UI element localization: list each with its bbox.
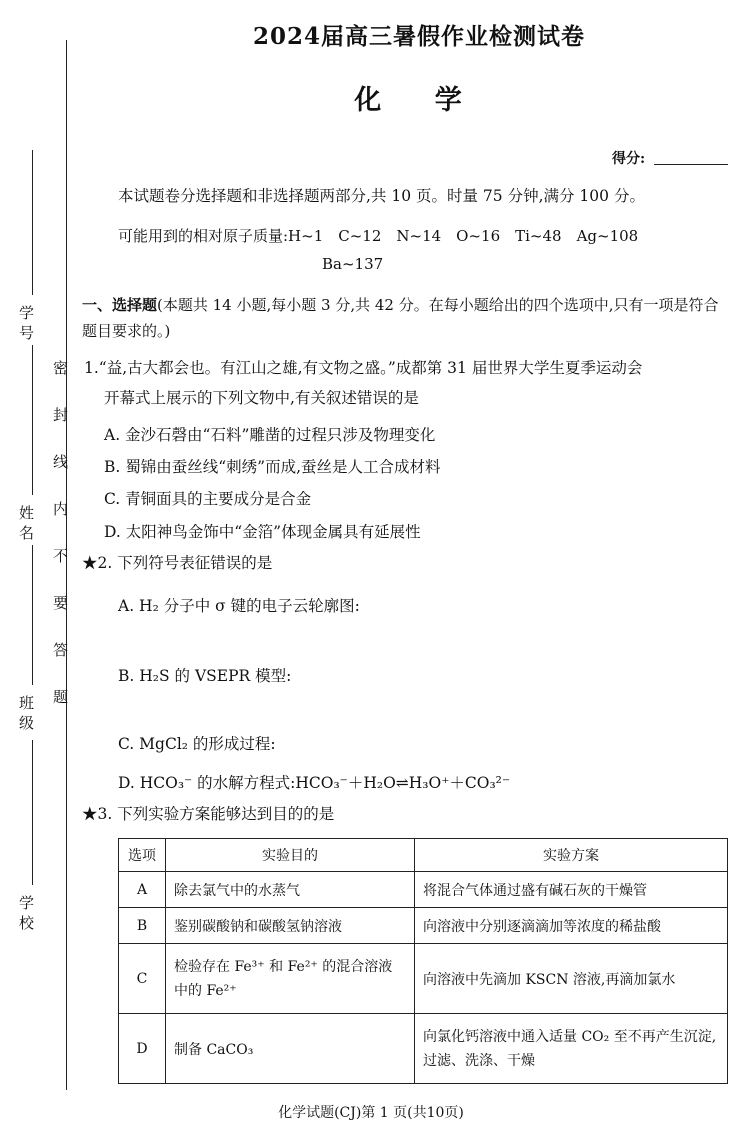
school-label: 学 校 — [17, 895, 35, 930]
table-header-row — [119, 839, 728, 872]
table-cell-goal: 检验存在 Fe³⁺ 和 Fe²⁺ 的混合溶液中的 Fe²⁺ — [166, 944, 415, 1014]
name-field[interactable] — [32, 345, 33, 495]
table-cell-goal: 制备 CaCO₃ — [166, 1014, 415, 1084]
class-field[interactable] — [32, 545, 33, 685]
intro-text: 本试题卷分选择题和非选择题两部分,共 10 页。时量 75 分钟,满分 100 分。 — [118, 187, 645, 205]
table-header-plan: 实验方案 — [415, 839, 728, 872]
table-row — [119, 1014, 728, 1084]
seal-notice: 密封线内不要答题 — [51, 360, 69, 736]
table-cell-option: B — [119, 908, 166, 944]
class-label: 班 级 — [17, 695, 35, 730]
page-footer: 化学试题(CJ)第 1 页(共10页) — [278, 1105, 464, 1121]
table-cell-option: A — [119, 872, 166, 908]
q2-stem: ★2. 下列符号表征错误的是 — [82, 554, 273, 572]
q1-option-d: D. 太阳神鸟金饰中“金箔”体现金属具有延展性 — [104, 523, 421, 541]
table-cell-option: C — [119, 944, 166, 1014]
q2-option-c: C. MgCl₂ 的形成过程: — [118, 735, 276, 753]
q3-stem: ★3. 下列实验方案能够达到目的的是 — [82, 805, 335, 823]
q1-stem-2: 开幕式上展示的下列文物中,有关叙述错误的是 — [104, 389, 419, 407]
table-row — [119, 944, 728, 1014]
q3-table — [118, 838, 728, 1084]
subject-title: 化 学 — [354, 85, 484, 116]
paper-title: 2024届高三暑假作业检测试卷 — [252, 23, 585, 50]
q1-option-b: B. 蜀锦由蚕丝线“刺绣”而成,蚕丝是人工合成材料 — [104, 458, 441, 476]
score-label: 得分: — [612, 151, 646, 167]
table-cell-plan: 向溶液中先滴加 KSCN 溶液,再滴加氯水 — [415, 944, 728, 1014]
table-row — [119, 872, 728, 908]
q2-option-d: D. HCO₃⁻ 的水解方程式:HCO₃⁻＋H₂O⇌H₃O⁺＋CO₃²⁻ — [118, 774, 511, 792]
table-cell-plan: 将混合气体通过盛有碱石灰的干燥管 — [415, 872, 728, 908]
q1-option-c: C. 青铜面具的主要成分是合金 — [104, 490, 312, 508]
school-field[interactable] — [32, 740, 33, 885]
table-cell-option: D — [119, 1014, 166, 1084]
q1-option-a: A. 金沙石磬由“石料”雕凿的过程只涉及物理变化 — [104, 426, 436, 444]
name-label: 姓 名 — [17, 505, 35, 540]
table-row — [119, 908, 728, 944]
student-id-label: 学 号 — [17, 305, 35, 340]
table-cell-plan: 向氯化钙溶液中通入适量 CO₂ 至不再产生沉淀,过滤、洗涤、干燥 — [415, 1014, 728, 1084]
section-desc: (本题共 14 小题,每小题 3 分,共 42 分。在每小题给出的四个选项中,只有一项是符合题目要求的。) — [82, 296, 719, 340]
atomic-masses-cont: Ba~137 — [322, 255, 384, 273]
table-header-goal: 实验目的 — [166, 839, 415, 872]
table-cell-goal: 鉴别碳酸钠和碳酸氢钠溶液 — [166, 908, 415, 944]
table-header-option: 选项 — [119, 839, 166, 872]
section-title: 一、选择题 — [82, 296, 158, 314]
atomic-masses: 可能用到的相对原子质量:H~1 C~12 N~14 O~16 Ti~48 Ag~108 — [118, 227, 639, 245]
table-cell-goal: 除去氯气中的水蒸气 — [166, 872, 415, 908]
student-id-field[interactable] — [32, 150, 33, 295]
q2-option-b: B. H₂S 的 VSEPR 模型: — [118, 667, 292, 685]
q1-stem-1: 1.“益,古大都会也。有江山之雄,有文物之盛。”成都第 31 届世界大学生夏季运动会 — [84, 359, 643, 377]
table-cell-plan: 向溶液中分别逐滴滴加等浓度的稀盐酸 — [415, 908, 728, 944]
q2-option-a: A. H₂ 分子中 σ 键的电子云轮廓图: — [118, 597, 360, 615]
score-field[interactable] — [654, 164, 728, 165]
section-heading — [82, 292, 730, 344]
